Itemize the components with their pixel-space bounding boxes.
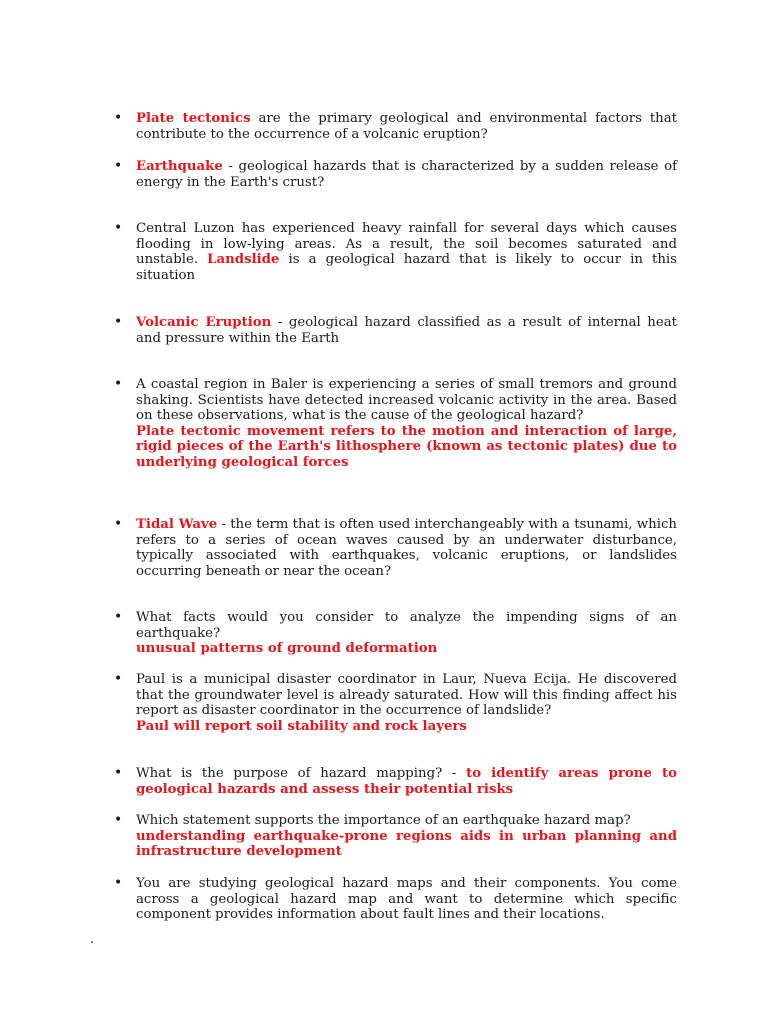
highlight-term: Tidal Wave (136, 517, 218, 532)
list-item (136, 159, 677, 190)
answer-text: Paul will report soil stability and rock layers (136, 718, 467, 734)
answer-text: unusual patterns of ground deformation (136, 641, 438, 657)
stray-mark: . (90, 932, 95, 947)
item-text: - the term that is often used interchangeably with a tsunami, which refers to a series of ocean waves caused by an underwater disturbance, typically associated with earthquakes, volcanic eruptions, or landslides occurring beneath or near the ocean? (136, 517, 678, 579)
question-text: Paul is a municipal disaster coordinator in Laur, Nueva Ecija. He discovered that the groundwater level is already saturated. How will this finding affect his report as disaster coordinator in the occurrence of landslide? (136, 672, 677, 719)
item-text: are the primary geological and environmental factors that contribute to the occurrence of a volcanic eruption? (136, 111, 677, 142)
list-item (136, 377, 677, 471)
question-text: Which statement supports the importance of an earthquake hazard map? (136, 813, 631, 828)
list-item (136, 315, 677, 346)
item-text: Central Luzon has experienced heavy rainfall for several days which causes flooding in low-lying areas. As a result, the soil becomes saturated and unstable. (136, 221, 677, 268)
list-item (136, 672, 677, 734)
highlight-term: to identify areas prone to geological hazards and assess their potential risks (136, 766, 678, 797)
highlight-term: Landslide (207, 252, 280, 268)
list-item (136, 517, 677, 579)
item-text: - geological hazard classified as a result of internal heat and pressure within the Earth (136, 315, 677, 346)
list-item (136, 876, 677, 923)
list-item (136, 766, 677, 797)
highlight-term: Volcanic Eruption (136, 315, 272, 330)
list-item (136, 111, 677, 142)
question-text: A coastal region in Baler is experiencing a series of small tremors and ground shaking. Scientists have detected increased volcanic activity in the area. Based on these observations, what is the cause of the geological hazard? (136, 377, 677, 424)
answer-text: Plate tectonic movement refers to the motion and interaction of large, rigid pieces of the Earth's lithosphere (known as tectonic plates) due to underlying geological forces (136, 423, 677, 470)
question-text: What facts would you consider to analyze the impending signs of an earthquake? (136, 610, 677, 641)
item-text: What is the purpose of hazard mapping? - (136, 766, 467, 781)
list-item (136, 813, 677, 860)
item-text: - geological hazards that is characterized by a sudden release of energy in the Earth's crust? (136, 159, 677, 190)
highlight-term: Earthquake (136, 159, 223, 174)
answer-text: understanding earthquake-prone regions aids in urban planning and infrastructure development (136, 828, 677, 860)
list-item (136, 221, 677, 283)
question-text: You are studying geological hazard maps and their components. You come across a geological hazard map and want to determine which specific component provides information about fault lines and their locations. (136, 876, 677, 923)
item-text: is a geological hazard that is likely to occur in this situation (136, 252, 677, 283)
highlight-term: Plate tectonics (136, 111, 251, 126)
list-item (136, 610, 677, 657)
